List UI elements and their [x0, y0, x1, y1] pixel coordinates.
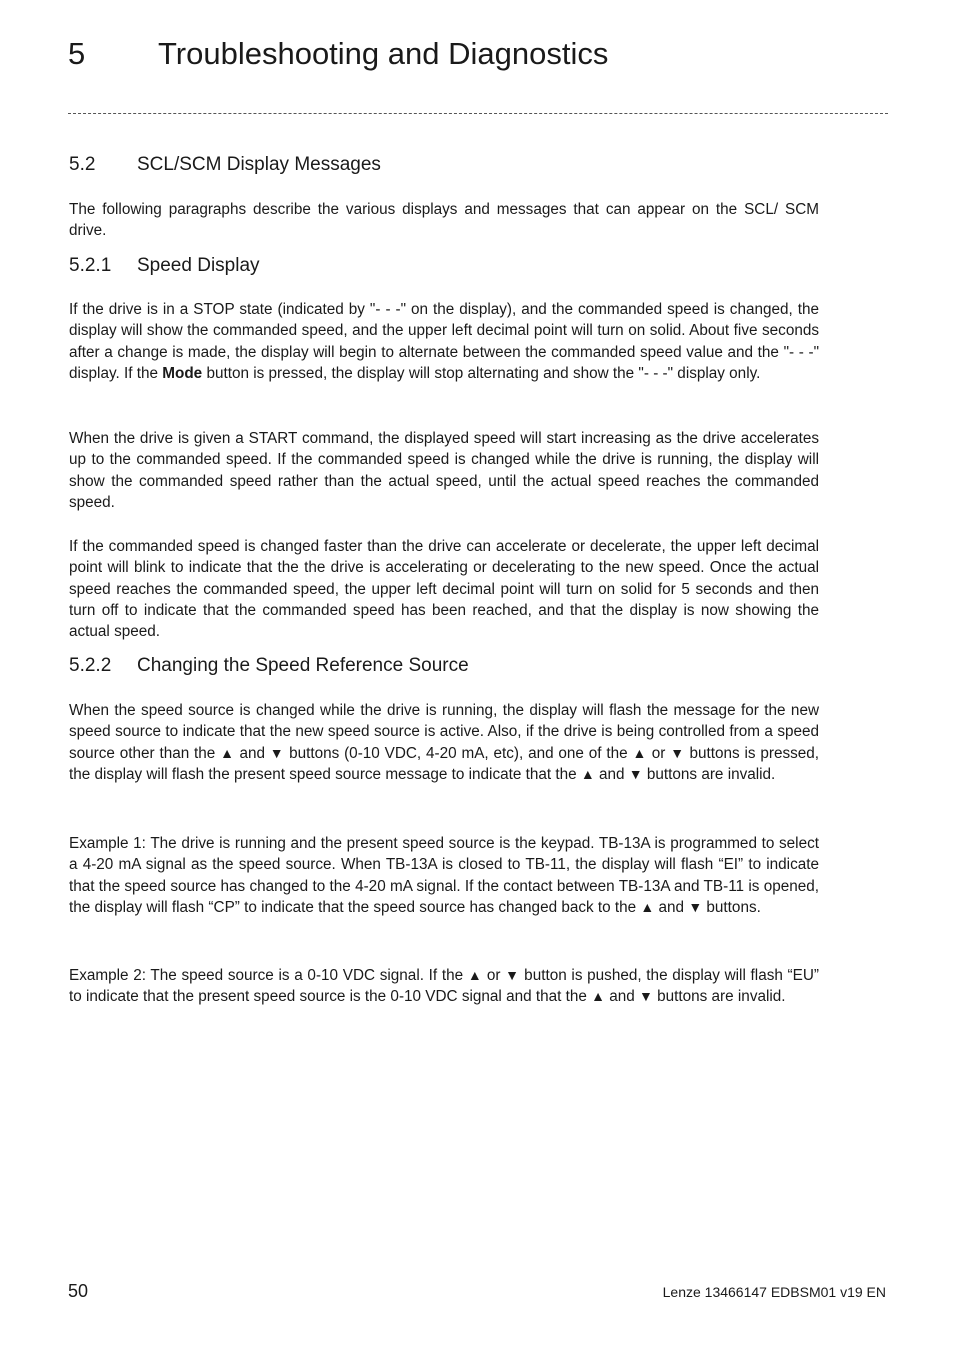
- up-arrow-icon: ▲: [467, 967, 483, 983]
- text-run: buttons are invalid.: [642, 765, 776, 783]
- up-arrow-icon: ▲: [591, 988, 605, 1005]
- header-divider: [68, 113, 888, 114]
- down-arrow-icon: ▼: [505, 967, 520, 983]
- up-arrow-icon: ▲: [640, 898, 655, 915]
- section-title: Speed Display: [137, 255, 260, 276]
- section-title: SCL/SCM Display Messages: [137, 154, 381, 175]
- text-run: buttons.: [702, 898, 761, 916]
- document-id: Lenze 13466147 EDBSM01 v19 EN: [662, 1284, 886, 1300]
- section-title: Changing the Speed Reference Source: [137, 655, 469, 676]
- text-run: or: [482, 967, 506, 984]
- text-run: The speed source is a 0-10 VDC signal. If the: [145, 967, 468, 984]
- text-run: and: [234, 744, 270, 762]
- page-number: 50: [68, 1281, 89, 1301]
- up-arrow-icon: ▲: [580, 765, 595, 782]
- speed-source-paragraph: [69, 700, 819, 785]
- text-run: buttons (0-10 VDC, 4-20 mA, etc), and one of the: [284, 744, 633, 762]
- text-run: The drive is running and the present speed source is the keypad. TB-13A is programmed to select a 4-20 mA signal as the speed source. When TB-13A is closed to TB-11, the display will flash “EI” to indicate that the speed source has changed to the 4-20 mA signal. If the contact between TB-13A and TB-11 is opened, the display will flash “CP” to indicate that the speed source has changed back to the: [69, 835, 819, 916]
- chapter-title: Troubleshooting and Diagnostics: [158, 36, 609, 71]
- text-run: or: [646, 744, 671, 762]
- down-arrow-icon: ▼: [628, 765, 643, 782]
- text-run: buttons is pressed, the display will flash the present speed source message to indicate that the: [69, 744, 820, 783]
- text-run: buttons are invalid.: [652, 988, 786, 1006]
- text-run: and: [654, 898, 689, 916]
- up-arrow-icon: ▲: [220, 744, 235, 761]
- down-arrow-icon: ▼: [639, 988, 653, 1005]
- section-number: 5.2: [69, 154, 96, 175]
- section-intro-paragraph: The following paragraphs describe the various displays and messages that can appear on the SCL/ SCM drive.: [69, 201, 819, 240]
- text-run: and: [604, 988, 640, 1006]
- chapter-number: 5: [68, 36, 86, 71]
- example-label: Example 2:: [69, 967, 146, 984]
- text-run: button is pressed, the display will stop alternating and show the "- - -" display only.: [202, 364, 761, 382]
- speed-display-paragraph-2: When the drive is given a START command, the displayed speed will start increasing as the drive accelerates up to the commanded speed. If the commanded speed is changed while the drive is running, the display will show the commanded speed rather than the actual speed, until the actual speed reaches the commanded speed.: [69, 430, 819, 511]
- up-arrow-icon: ▲: [632, 744, 647, 761]
- speed-display-paragraph-1: [69, 299, 819, 384]
- text-run: When the speed source is changed while the drive is running, the display will flash the message for the new speed source to indicate that the new speed source is active. Also, if the drive is being controlled from a speed source other than the: [69, 702, 819, 762]
- text-run: and: [594, 765, 629, 783]
- down-arrow-icon: ▼: [688, 898, 703, 915]
- text-run: If the drive is in a STOP state (indicated by "- - -" on the display), and the commanded speed is changed, the display will show the commanded speed, and the upper left decimal point will turn on solid. About five seconds after a change is made, the display will begin to alternate between the commanded speed value and the "- - -" display. If the: [69, 301, 819, 382]
- section-number: 5.2.2: [69, 655, 112, 676]
- text-run: button is pushed, the display will flash “EU” to indicate that the present speed source is the 0-10 VDC signal and that the: [69, 967, 819, 1006]
- example-label: Example 1:: [69, 835, 146, 852]
- down-arrow-icon: ▼: [269, 744, 285, 761]
- example-2-paragraph: [69, 965, 819, 1008]
- mode-button-term: Mode: [162, 364, 203, 382]
- down-arrow-icon: ▼: [670, 744, 685, 761]
- example-1-paragraph: [69, 833, 819, 918]
- speed-display-paragraph-3: If the commanded speed is changed faster than the drive can accelerate or decelerate, the upper left decimal point will blink to indicate that the the drive is accelerating or decelerating to the new speed. Once the actual speed reaches the commanded speed, the upper left decimal point will turn on solid for 5 seconds and then turn off to indicate that the commanded speed has been reached, and that the display is now showing the actual speed.: [69, 538, 819, 641]
- section-number: 5.2.1: [69, 255, 112, 276]
